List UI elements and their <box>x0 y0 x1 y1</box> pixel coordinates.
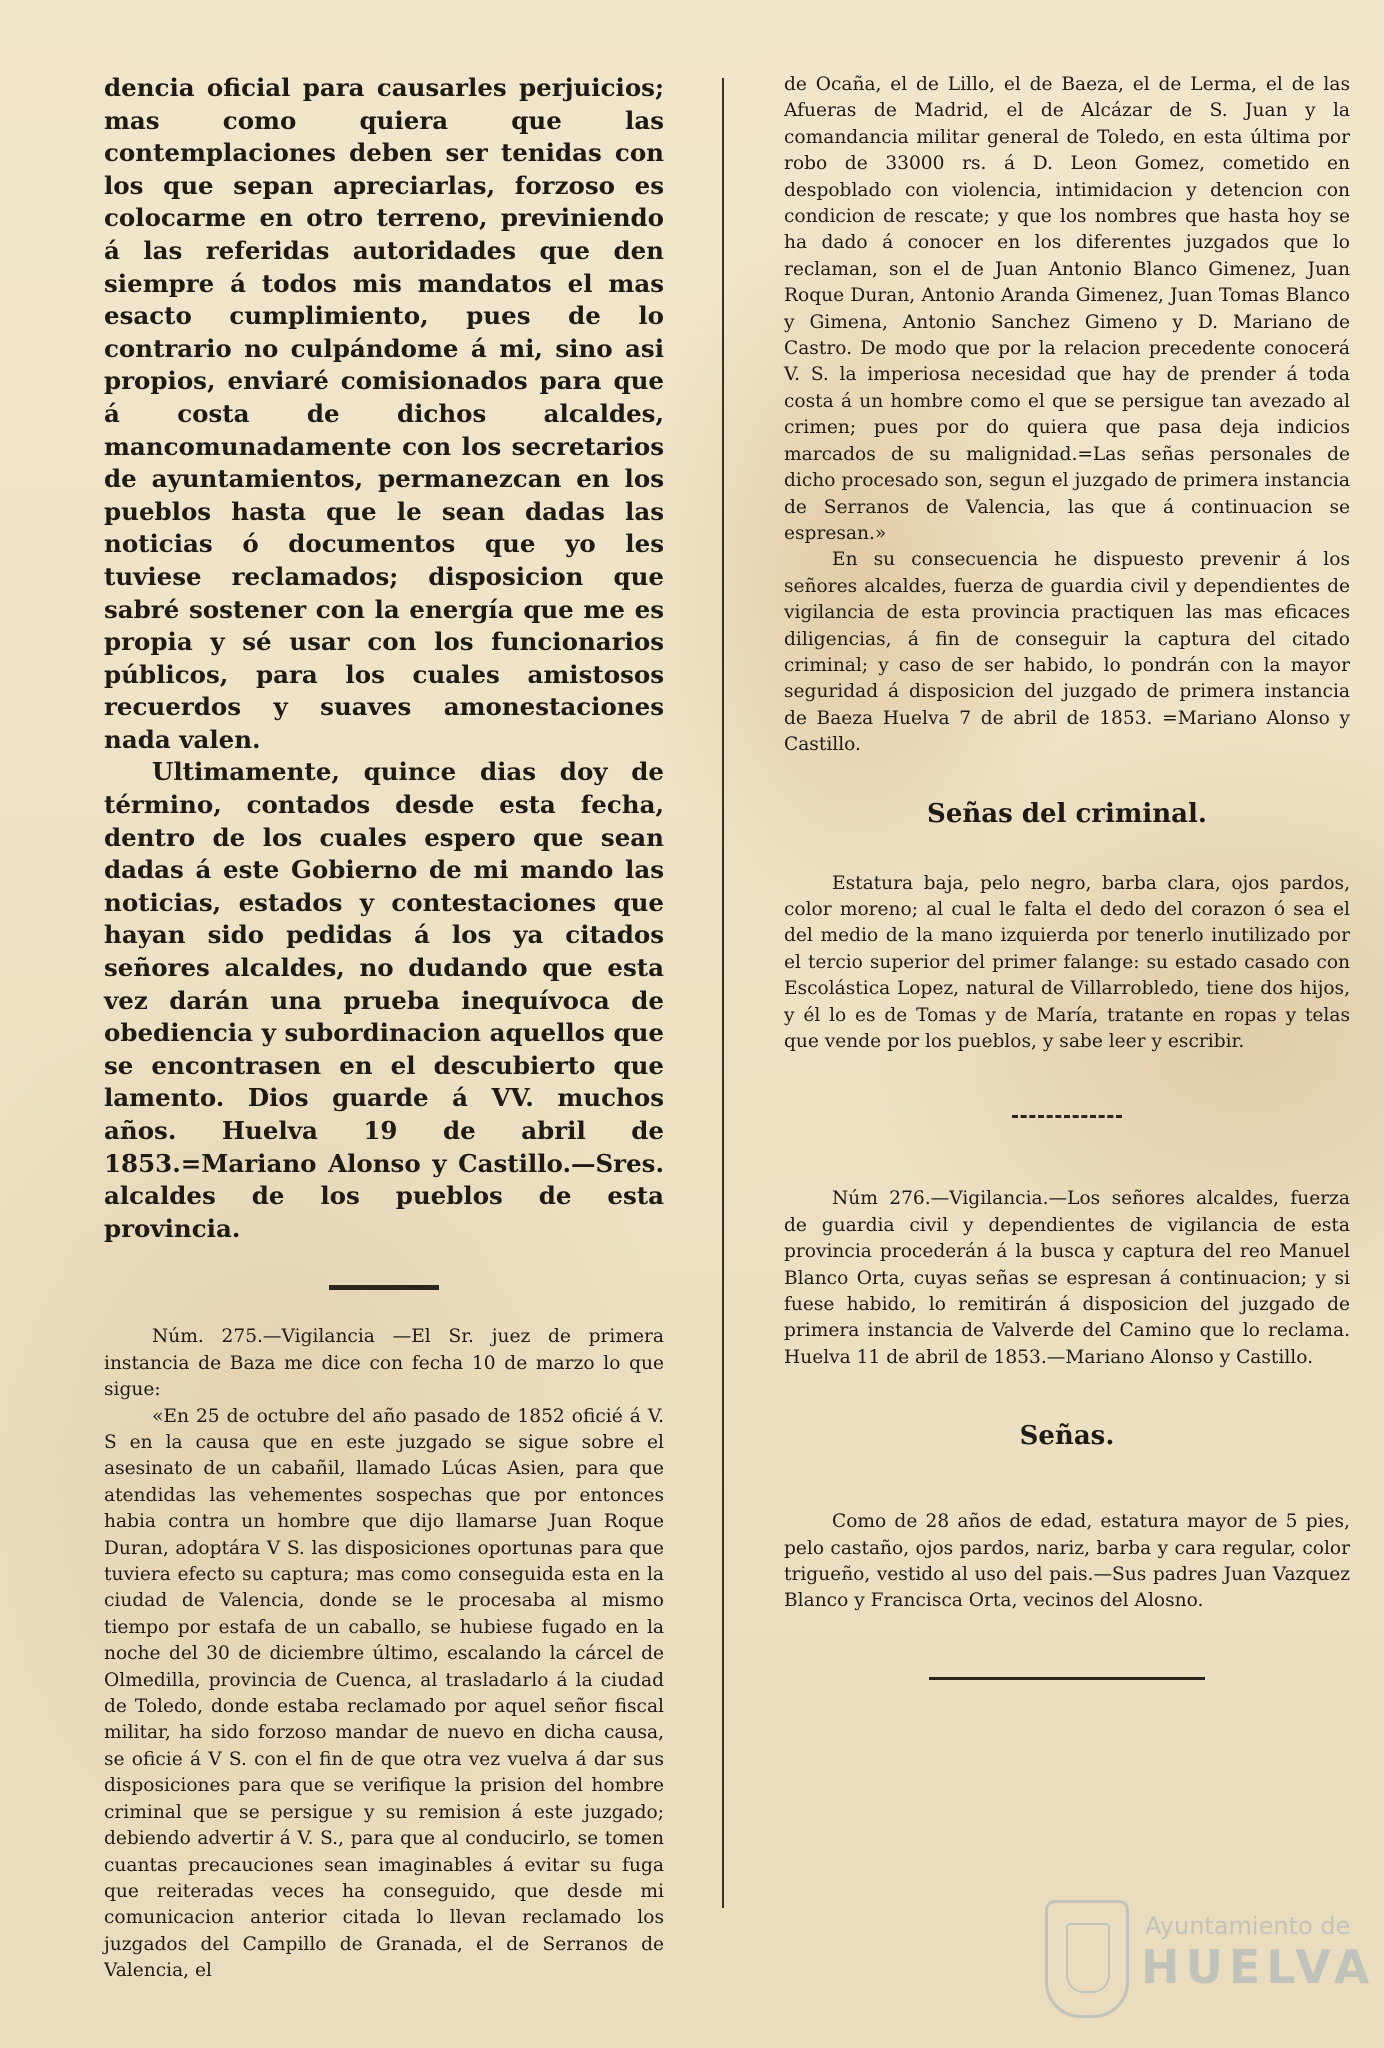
notice-275-intro: Núm. 275.—Vigilancia —El Sr. juez de primera instancia de Baza me dice con fecha 10 de marzo lo que sigue: <box>104 1326 664 1401</box>
column-divider <box>722 78 724 1908</box>
notice-275-order: En su consecuencia he dispuesto prevenir á los señores alcaldes, fuerza de guardia civil y dependientes de vigilancia de esta provincia practiquen las mas eficaces diligencias, á fin de conseguir la captura del citado criminal; y caso de ser habido, lo pondrán con la mayor seguridad á disposicion del juzgado de primera instancia de Baeza Huelva 7 de abril de 1853. =Mariano Alonso y Castillo. <box>784 549 1350 756</box>
notice-275-body: «En 25 de octubre del año pasado de 1852 oficié á V. S en la causa que en este juzgado se sigue sobre el asesinato de un cabañil, llamado Lúcas Asien, para que atendidas las vehementes sospechas que por entonces habia contra un hombre que dijo llamarse Juan Roque Duran, adoptára V S. las disposiciones oportunas para que tuviera efecto su captura; mas como conseguida esta en la ciudad de Valencia, donde se le procesaba al mismo tiempo por estafa de un caballo, se hubiese fugado en la noche del 30 de diciembre último, escalando la cárcel de Olmedilla, provincia de Cuenca, al trasladarlo á la ciudad de Toledo, donde estaba reclamado por aquel señor fiscal militar, ha sido forzoso mandar de nuevo en dicha causa, se oficie á V S. con el fin de que otra vez vuelva á dar sus disposiciones para que se verifique la prision del hombre criminal que se persigue y su remision á este juzgado; debiendo advertir á V. S., para que al conducirlo, se tomen cuantas precauciones sean imaginables á evitar su fuga que reiteradas veces ha conseguido, que desde mi comunicacion anterior citada lo llevan reclamado los juzgados del Campillo de Granada, el de Serranos de Valencia, el <box>104 1405 664 1982</box>
left-column <box>104 72 664 1985</box>
archive-watermark <box>1045 1900 1376 2020</box>
circular-deadline-paragraph: Ultimamente, quince dias doy de término, contados desde esta fecha, dentro de los cuales espero que sean dadas á este Gobierno de mi mando las noticias, estados y contestaciones que hayan sido pedidas á los ya citados señores alcaldes, no dudando que esta vez darán una prueba inequívoca de obediencia y subordinacion aquellos que se encontrasen en el descubierto que lamento. Dios guarde á VV. muchos años. Huelva 19 de abril de 1853.=Mariano Alonso y Castillo.—Sres. alcaldes de los pueblos de esta provincia. <box>104 757 664 1243</box>
watermark-line-1: Ayuntamiento de <box>1145 1912 1351 1940</box>
notice-276: Núm 276.—Vigilancia.—Los señores alcaldes, fuerza de guardia civil y dependientes de vigilancia de esta provincia procederán á la busca y captura del reo Manuel Blanco Orta, cuyas señas se espresan á continuacion; y si fuese habido, lo remitirán á disposicion del juzgado de primera instancia de Valverde del Camino que lo reclama. Huelva 11 de abril de 1853.—Mariano Alonso y Castillo. <box>784 1188 1350 1368</box>
heading-senas-criminal: Señas del criminal. <box>927 798 1207 829</box>
right-column <box>784 72 1350 1680</box>
watermark-line-2: HUELVA <box>1141 1940 1376 1994</box>
coat-of-arms-icon <box>1045 1900 1129 2018</box>
reo-description: Como de 28 años de edad, estatura mayor de 5 pies, pelo castaño, ojos pardos, nariz, barba y cara regular, color trigueño, vestido al uso del pais.—Sus padres Juan Vazquez Blanco y Francisca Orta, vecinos del Alosno. <box>784 1511 1350 1612</box>
criminal-description: Estatura baja, pelo negro, barba clara, ojos pardos, color moreno; al cual le falta el dedo del corazon ó sea el del medio de la mano izquierda por tenerlo inutilizado por el tercio superior del primer falange: su estado casado con Escolástica Lopez, natural de Villarrobledo, tiene dos hijos, y él lo es de Tomas y de María, tratante en ropas y telas que vende por los pueblos, y sabe leer y escribir. <box>784 872 1350 1052</box>
heading-senas: Señas. <box>1019 1421 1115 1452</box>
end-rule <box>929 1677 1205 1680</box>
notice-275-continuation: de Ocaña, el de Lillo, el de Baeza, el de Lerma, el de las Afueras de Madrid, el de Alcázar de S. Juan y la comandancia militar general de Toledo, en esta última por robo de 33000 rs. á D. Leon Gomez, cometido en despoblado con violencia, intimidacion y detencion con condicion de rescate; y que los nombres que hasta hoy se ha dado á conocer en los diferentes juzgados que lo reclaman, son el de Juan Antonio Blanco Gimenez, Juan Roque Duran, Antonio Aranda Gimenez, Juan Tomas Blanco y Gimena, Antonio Sanchez Gimeno y D. Mariano de Castro. De modo que por la relacion precedente conocerá V. S. la imperiosa necesidad que hay de prender á toda costa á un hombre como el que se persigue tan avezado al crimen; pues por do quiera que pasa deja indicios marcados de su malignidad.=Las señas personales de dicho procesado son, segun el juzgado de primera instancia de Serranos de Valencia, las que á continuacion se espresan.» <box>784 74 1350 544</box>
circular-closing-paragraph: dencia oficial para causarles perjuicios; mas como quiera que las contemplaciones deben ser tenidas con los que sepan apreciarlas, forzoso es colocarme en otro terreno, previniendo á las referidas autoridades que den siempre á todos mis mandatos el mas esacto cumplimiento, pues de lo contrario no culpándome á mi, sino asi propios, enviaré comisionados para que á costa de dichos alcaldes, mancomunadamente con los secretarios de ayuntamientos, permanezcan en los pueblos hasta que le sean dadas las noticias ó documentos que yo les tuviese reclamados; disposicion que sabré sostener con la energía que me es propia y sé usar con los funcionarios públicos, para los cuales amistosos recuerdos y suaves amonestaciones nada valen. <box>104 73 664 754</box>
